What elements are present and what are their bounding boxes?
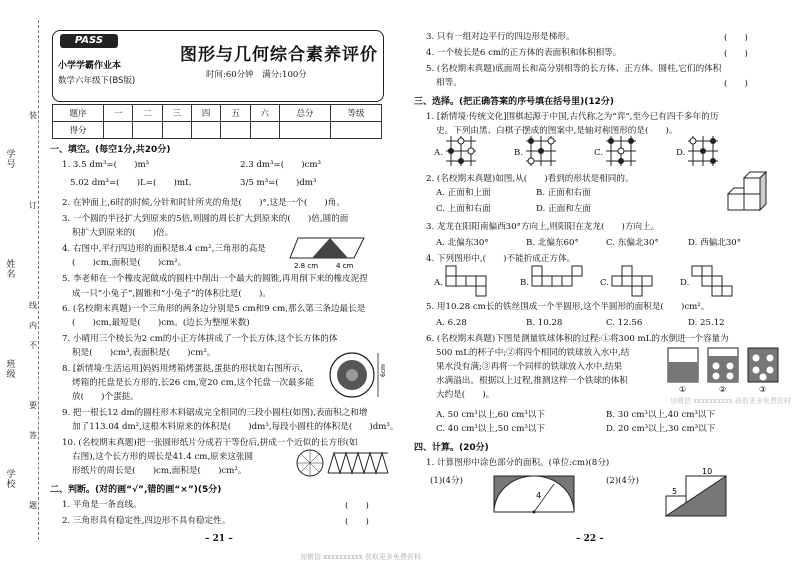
choice-1-option-d[interactable]: D. — [676, 148, 686, 158]
judge-answer-5[interactable]: ( ) — [724, 79, 748, 89]
choice-2-title: 2. (名校期末真题)如图,从( )看到的形状是相同的。 — [426, 174, 634, 184]
score-header-cell: 等级 — [330, 105, 381, 122]
cup-label-2: ② — [719, 385, 727, 394]
choice-3: 3. 龙龙在阳阳南偏西30°方向上,则阳阳在龙龙( )方向上。 — [426, 222, 660, 232]
question-4a: 4. 右图中,平行四边形的面积是8.4 cm²,三角形的高是 — [62, 244, 266, 254]
judge-question-5a: 5. (名校期末真题)底面周长和高分别相等的长方体、正方体、圆柱,它们的体积 — [426, 64, 722, 74]
trapezoid-figure — [664, 467, 774, 522]
cube-stack-figure — [724, 170, 776, 216]
choice-5-option-b[interactable]: B. 10.28 — [526, 318, 563, 328]
cube-net-d — [692, 266, 752, 296]
question-1d: 3/5 m³=( )dm³ — [240, 178, 317, 188]
choice-6-option-b[interactable]: B. 30 cm³以上,40 cm³以下 — [606, 410, 716, 420]
choice-6b: 500 mL的杯子中;②将四个相同的铁球放入水中,结 — [436, 348, 630, 358]
section-2-title: 二、判断。(对的画“√”,错的画“×”)(5分) — [50, 485, 222, 495]
choice-3-option-d[interactable]: D. 西偏北30° — [688, 238, 742, 248]
binding-label-name: 姓名 — [6, 260, 16, 280]
triangle-base-label: 4 cm — [336, 262, 354, 270]
choice-1b: 史。下列由黑、白棋子摆成的图案中,是轴对称图形的是( )。 — [436, 126, 678, 136]
choice-1a: 1. [新情境·传统文化]围棋起源于中国,古代称之为“弈”,至今已有四千多年的历 — [426, 112, 719, 122]
score-cell[interactable] — [133, 122, 162, 139]
binding-cut-text: 不 — [29, 341, 37, 350]
score-header-cell: 一 — [103, 105, 132, 122]
series-name: 小学学霸作业本 — [58, 61, 122, 71]
binding-label-school: 学校 — [6, 470, 16, 490]
judge-answer-3[interactable]: ( ) — [724, 33, 748, 43]
question-8a: 8. [新情境·生活运用]妈妈用烤箱烤蛋挞,蛋挞的形状如右图所示, — [62, 364, 303, 374]
parallelogram-figure — [290, 236, 380, 270]
question-4b: ( )cm,面积是( )cm²。 — [72, 258, 187, 268]
circle-cut-figure — [296, 448, 392, 478]
choice-6-option-d[interactable]: D. 20 cm³以上,30 cm³以下 — [606, 424, 716, 434]
binding-cut-text: 线 — [29, 301, 37, 310]
judge-answer-1[interactable]: ( ) — [345, 501, 369, 511]
cups-figure — [664, 344, 784, 394]
choice-1-option-a[interactable]: A. — [434, 148, 443, 158]
question-5a: 5. 李老师在一个橡皮泥做成的圆柱中削出一个最大的圆锥,再用削下来的橡皮泥捏 — [62, 274, 368, 284]
choice-3-option-b[interactable]: B. 北偏东60° — [526, 238, 579, 248]
question-7a: 7. 小晴用三个棱长为2 cm的小正方体拼成了一个长方体,这个长方体的体 — [62, 334, 338, 344]
score-cell[interactable] — [191, 122, 220, 139]
choice-2-option-b[interactable]: B. 正面和右面 — [536, 188, 591, 198]
choice-3-option-a[interactable]: A. 北偏东30° — [436, 238, 489, 248]
judge-question-1: 1. 平角是一条直线。 — [62, 500, 142, 510]
section-1-title: 一、填空。(每空1分,共20分) — [50, 145, 171, 155]
question-8c: 放( )个蛋挞。 — [72, 392, 139, 402]
choice-6d: 水满溢出。根据以上过程,推测这样一个铁球的体积 — [436, 376, 628, 386]
page-number-left: – 21 – — [205, 534, 233, 544]
large-square-label: 10 — [702, 467, 713, 476]
score-header-cell: 二 — [133, 105, 162, 122]
choice-6c: 果水没有满;③再将一个同样的铁球放入水中,结果 — [436, 362, 623, 372]
question-2: 2. 在钟面上,6时的时候,分针和时针所夹的角是( )°,这是一个( )角。 — [62, 198, 345, 208]
choice-6a: 6. (名校期末真题)下图是测量铁球体积的过程:①将300 mL的水倒进一个容量为 — [426, 334, 729, 344]
calc-question-1: 1. 计算图形中涂色部分的面积。(单位:cm)(8分) — [426, 458, 610, 468]
score-table — [52, 104, 382, 139]
question-7b: 积是( )cm³,表面积是( )cm²。 — [72, 348, 216, 358]
score-table-header-row — [53, 105, 382, 122]
binding-label-student-no: 学号 — [6, 150, 16, 170]
radius-label: 4 — [536, 491, 542, 500]
score-header-cell: 六 — [250, 105, 279, 122]
calc-question-1-part-2: (2)(4分) — [606, 476, 639, 486]
egg-tart-center — [346, 369, 358, 381]
score-cell[interactable] — [162, 122, 191, 139]
score-table-score-row — [53, 122, 382, 139]
question-1b: 2.3 dm³=( )cm³ — [240, 160, 321, 170]
score-header-cell: 三 — [162, 105, 191, 122]
small-square-label: 5 — [672, 487, 678, 496]
score-label-cell: 得分 — [53, 122, 104, 139]
question-9b: 加了113.04 dm²,这根木料原来的体积是( )dm³,每段小圆柱的体积是( )dm³。 — [72, 422, 399, 432]
score-cell[interactable] — [250, 122, 279, 139]
cube-net-c — [612, 266, 672, 296]
score-cell[interactable] — [103, 122, 132, 139]
choice-5-option-a[interactable]: A. 6.28 — [436, 318, 467, 328]
choice-5-option-c[interactable]: C. 12.56 — [606, 318, 643, 328]
section-3-title: 三、选择。(把正确答案的序号填在括号里)(12分) — [414, 97, 614, 107]
semicircle-figure — [492, 474, 576, 514]
cube-net-b — [532, 266, 592, 296]
choice-2-option-a[interactable]: A. 正面和上面 — [436, 188, 491, 198]
choice-4-option-c[interactable]: C. — [600, 278, 610, 288]
go-pattern-a — [446, 136, 476, 166]
choice-6-option-a[interactable]: A. 50 cm³以上,60 cm³以下 — [436, 410, 545, 420]
choice-5: 5. 用10.28 cm长的铁丝围成一个半圆形,这个半圆形的面积是( )cm²。 — [426, 302, 710, 312]
right-page — [400, 0, 800, 566]
question-1c: 5.02 dm³=( )L=( )mL — [70, 178, 191, 188]
cup-label-1: ① — [679, 385, 687, 394]
choice-1-option-c[interactable]: C. — [594, 148, 604, 158]
judge-answer-2[interactable]: ( ) — [345, 517, 369, 527]
score-cell[interactable] — [221, 122, 250, 139]
cube-net-a — [446, 266, 506, 296]
score-cell[interactable] — [330, 122, 381, 139]
question-6b: ( )cm,最短是( )cm。(边长为整厘米数) — [72, 318, 250, 328]
page-title: 图形与几何综合素养评价 — [180, 45, 378, 65]
binding-cut-text: 装 — [29, 111, 37, 120]
cup-label-3: ③ — [759, 385, 767, 394]
question-3b: 积扩大到原来的( )倍。 — [72, 228, 174, 238]
question-10b: 右图),这个长方形的周长是41.4 cm,原来这张圆 — [72, 452, 254, 462]
choice-4-option-d[interactable]: D. — [680, 278, 690, 288]
binding-strip — [0, 0, 46, 566]
question-9a: 9. 把一根长12 dm的圆柱形木料锯成完全相同的三段小圆柱(如图),表面积之和增 — [62, 408, 368, 418]
choice-1-option-b[interactable]: B. — [514, 148, 524, 158]
choice-6e: 大约是( )。 — [436, 390, 495, 400]
choice-2-option-d[interactable]: D. 正面和左面 — [536, 204, 592, 214]
choice-3-option-c[interactable]: C. 东偏北30° — [606, 238, 659, 248]
choice-6-option-c[interactable]: C. 40 cm³以上,50 cm³以下 — [436, 424, 545, 434]
choice-2-option-c[interactable]: C. 上面和右面 — [436, 204, 491, 214]
footer-watermark: 加微信 xxxxxxxxxx 获取更多免费资料 — [300, 553, 421, 561]
binding-cut-text: 题 — [29, 501, 37, 510]
pass-logo: PASS — [60, 34, 118, 48]
score-cell[interactable] — [279, 122, 330, 139]
rearranged-strip — [328, 453, 388, 473]
binding-label-class: 班级 — [6, 360, 16, 380]
question-8b: 烤箱的托盘是长方形的,长26 cm,宽20 cm,这个托盘一次最多能 — [72, 378, 314, 388]
score-header-cell: 题序 — [53, 105, 104, 122]
section-4-title: 四、计算。(20分) — [414, 443, 489, 453]
judge-answer-4[interactable]: ( ) — [724, 49, 748, 59]
judge-question-4: 4. 一个棱长是6 cm的正方体的表面积和体积相等。 — [426, 48, 622, 58]
watermark-text: 加微信 xxxxxxxxxx 获取更多免费资料 — [670, 397, 791, 405]
choice-4-option-b[interactable]: B. — [520, 278, 530, 288]
center-dot — [533, 511, 536, 514]
judge-question-3: 3. 只有一组对边平行的四边形是梯形。 — [426, 32, 575, 42]
binding-cut-text: 要 — [29, 401, 37, 410]
question-10c: 形纸片的周长是( )cm,面积是( )cm²。 — [72, 466, 247, 476]
parallelogram-base-label: 2.8 cm — [294, 262, 319, 270]
choice-4: 4. 下列图形中,( )不能折成正方体。 — [426, 254, 576, 264]
judge-question-2: 2. 三角形具有稳定性,四边形不具有稳定性。 — [62, 516, 231, 526]
go-pattern-c — [606, 136, 636, 166]
choice-5-option-d[interactable]: D. 25.12 — [688, 318, 725, 328]
choice-4-option-a[interactable]: A. — [434, 278, 443, 288]
score-header-cell: 总分 — [279, 105, 330, 122]
diameter-label: 6cm — [380, 364, 387, 377]
grade-label: 数学六年级下(BS版) — [58, 76, 136, 86]
page-number-right: – 22 – — [576, 534, 604, 544]
binding-cut-text: 内 — [29, 321, 37, 330]
question-3a: 3. 一个圆的半径扩大到原来的5倍,则圆的周长扩大到原来的( )倍,圆的面 — [62, 214, 349, 224]
question-1a: 1. 3.5 dm³=( )m³ — [62, 160, 150, 170]
question-6a: 6. (名校期末真题)一个三角形的两条边分别是5 cm和9 cm,那么第三条边最长是 — [62, 304, 366, 314]
calc-question-1-part-1: (1)(4分) — [430, 476, 463, 486]
binding-line — [38, 20, 39, 540]
judge-question-5b: 相等。 — [436, 78, 462, 88]
egg-tart-figure — [328, 350, 387, 400]
go-pattern-b — [526, 136, 556, 166]
binding-cut-text: 答 — [29, 431, 37, 440]
go-pattern-d — [688, 136, 718, 166]
question-5b: 成一只“小兔子”,圆锥和“小兔子”的体积比是( )。 — [72, 289, 271, 299]
exam-meta: 时间:60分钟 满分:100分 — [206, 70, 307, 80]
score-header-cell: 四 — [191, 105, 220, 122]
score-header-cell: 五 — [221, 105, 250, 122]
binding-cut-text: 订 — [29, 201, 37, 210]
question-10a: 10. (名校期末真题)把一张圆形纸片分成若干等份后,拼成一个近似的长方形(如 — [62, 438, 358, 448]
